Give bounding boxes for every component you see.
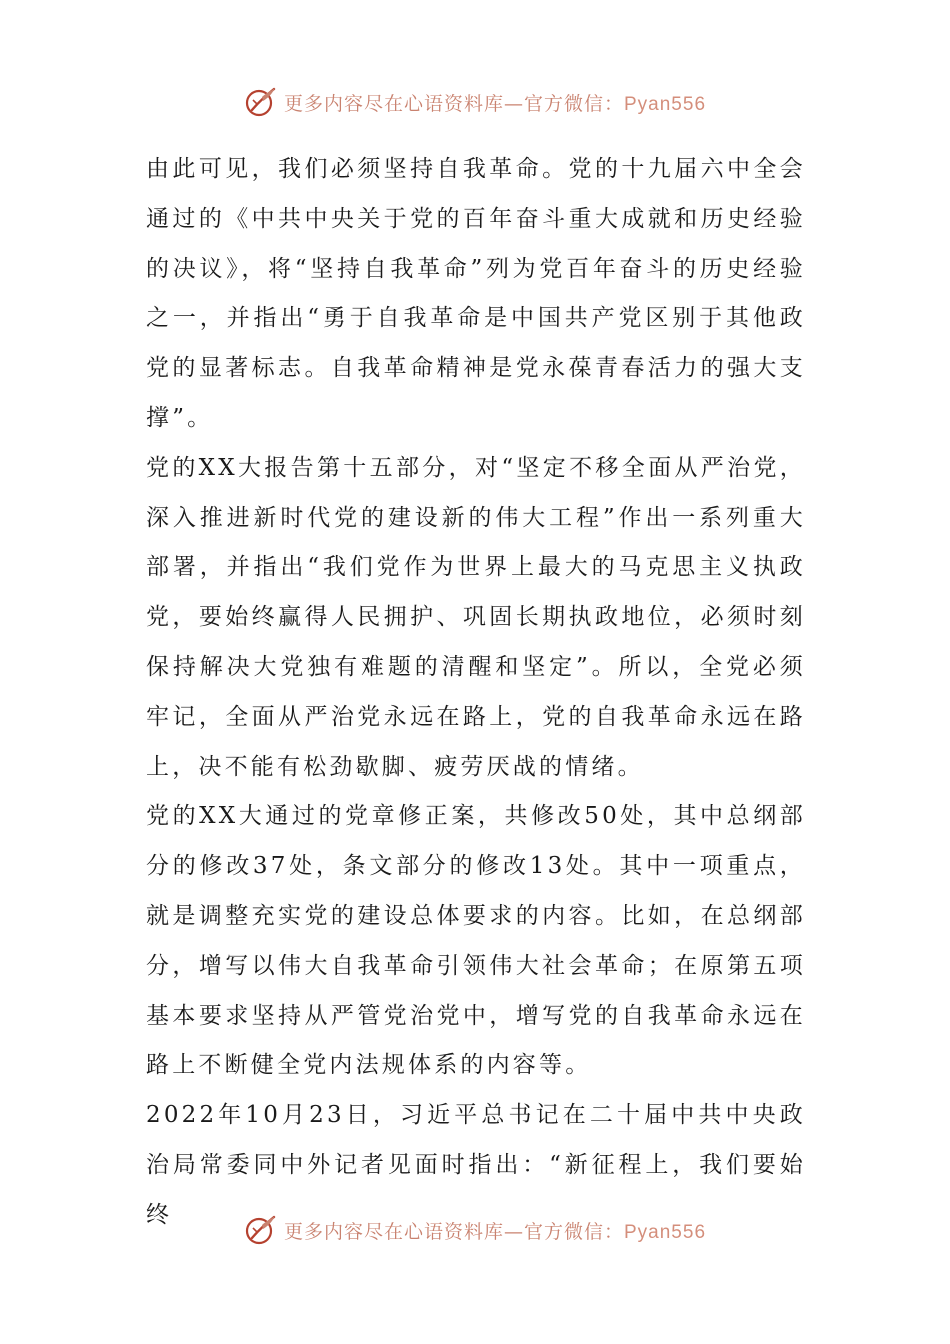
paragraph: 党的XX大通过的党章修正案，共修改50处，其中总纲部分的修改37处，条文部分的修改13处。其中一项重点，就是调整充实党的建设总体要求的内容。比如，在总纲部分，增写以伟大自我革命引领伟大社会革命；在原第五项基本要求坚持从严管党治党中，增写党的自我革命永远在路上不断健全党内法规体系的内容等。 [146, 803, 806, 1079]
header-banner [0, 82, 950, 122]
quill-seal-logo-icon [244, 85, 278, 119]
paragraph: 由此可见，我们必须坚持自我革命。党的十九届六中全会通过的《中共中央关于党的百年奋斗重大成就和历史经验的决议》，将“坚持自我革命”列为党百年奋斗的历史经验之一，并指出“勇于自我革命是中国共产党区别于其他政党的显著标志。自我革命精神是党永葆青春活力的强大支撑”。 [146, 156, 806, 431]
banner-official: 官方微信： [523, 92, 624, 115]
banner-official: 官方微信： [523, 1220, 624, 1243]
banner-dash: — [503, 92, 524, 115]
paragraph: 党的XX大报告第十五部分，对“坚定不移全面从严治党，深入推进新时代党的建设新的伟大工程”作出一系列重大部署，并指出“我们党作为世界上最大的马克思主义执政党，要始终赢得人民拥护、巩固长期执政地位，必须时刻保持解决大党独有难题的清醒和坚定”。所以，全党必须牢记，全面从严治党永远在路上，党的自我革命永远在路上，决不能有松劲歇脚、疲劳厌战的情绪。 [146, 454, 806, 780]
banner-wechat: Pyan556 [624, 93, 707, 115]
footer-banner [0, 1210, 950, 1250]
paragraph: 2022年10月23日，习近平总书记在二十届中共中央政治局常委同中外记者见面时指出：“新征程上，我们要始终 [146, 1102, 806, 1228]
banner-main: 更多内容尽在心语资料库 [283, 92, 504, 115]
banner-dash: — [503, 1220, 524, 1243]
quill-seal-logo-icon [244, 1213, 278, 1247]
banner-wechat: Pyan556 [624, 1221, 707, 1243]
document-body [146, 145, 806, 1241]
banner-text [284, 1217, 706, 1244]
banner-main: 更多内容尽在心语资料库 [283, 1220, 504, 1243]
banner-text [284, 89, 706, 116]
